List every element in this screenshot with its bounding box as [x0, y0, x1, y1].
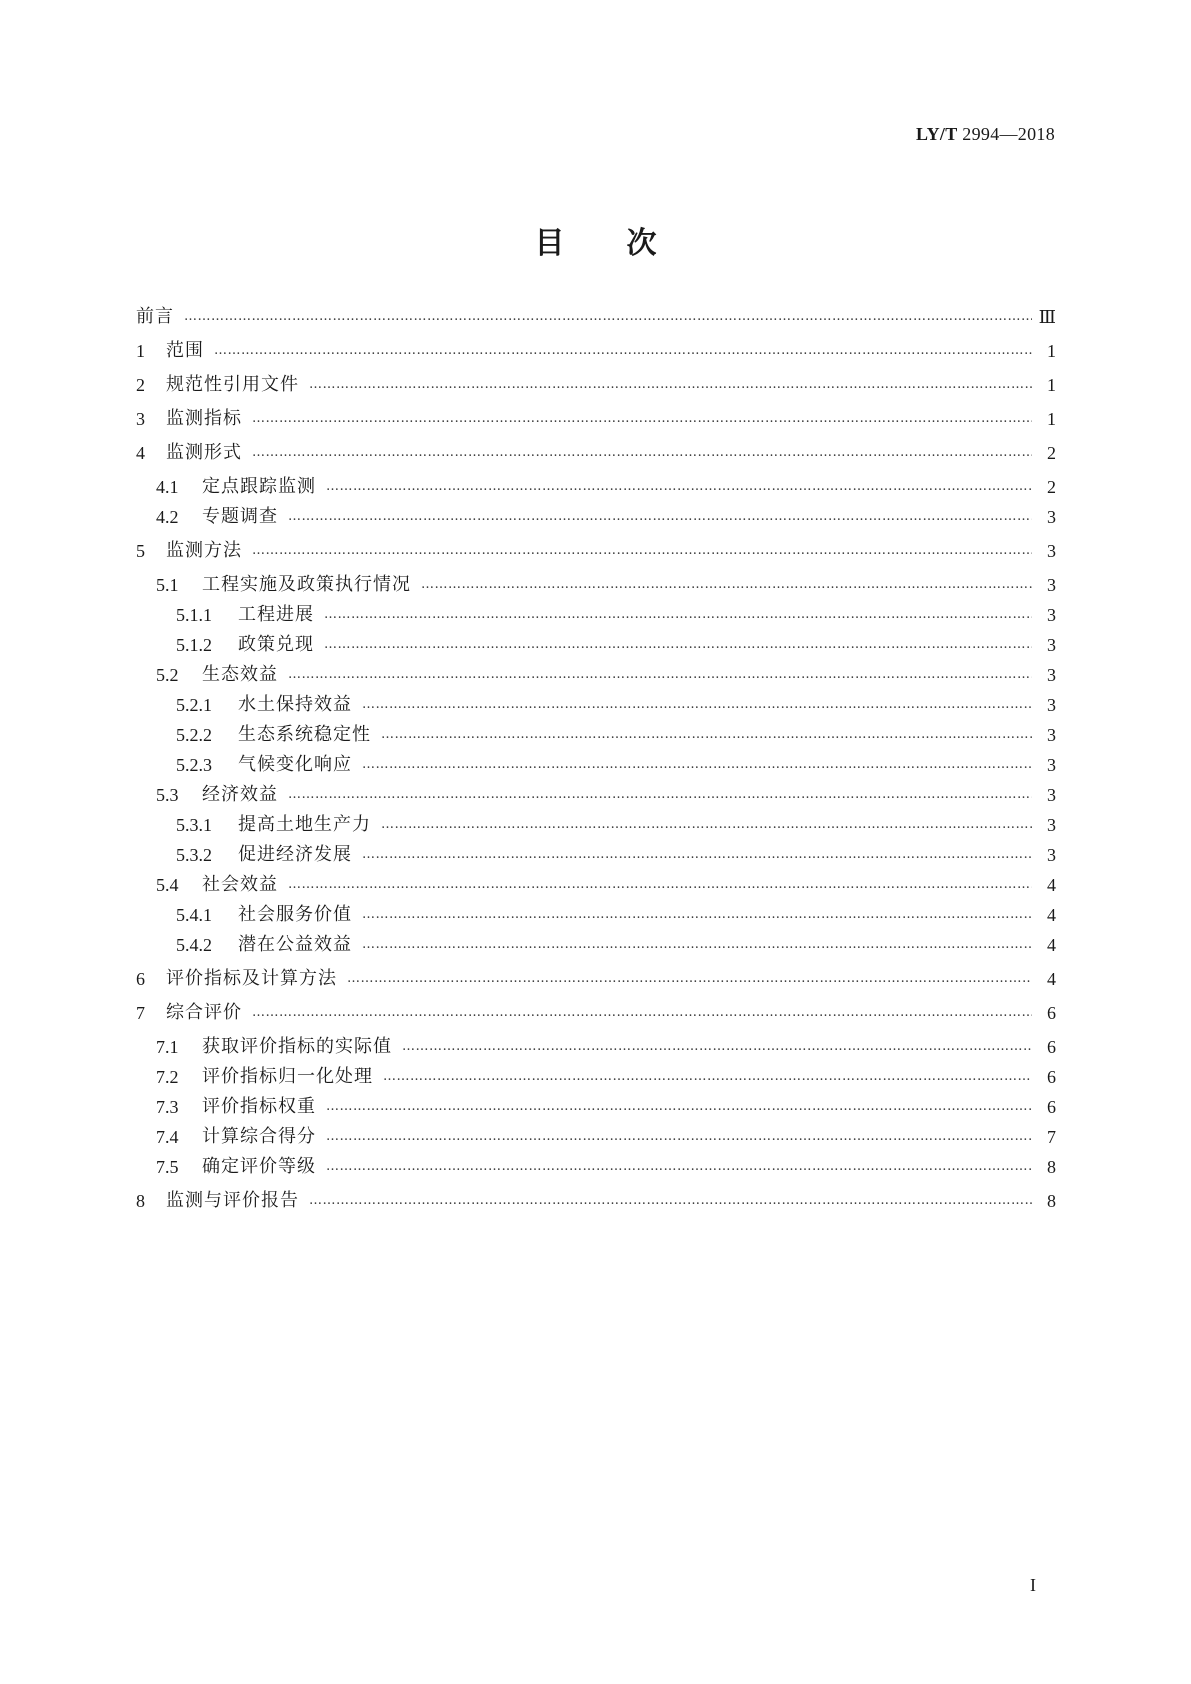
toc-entry[interactable]	[136, 504, 1056, 530]
toc-entry-label: 评价指标及计算方法	[166, 968, 337, 989]
toc-entry-number: 7.3	[156, 1097, 179, 1117]
toc-leader-dots	[402, 1034, 1032, 1060]
toc-leader-dots	[326, 1154, 1032, 1180]
toc-entry-number: 5.1	[156, 575, 179, 595]
toc-entry-number: 5.4	[156, 875, 179, 895]
toc-entry-page: 3	[1047, 785, 1056, 805]
toc-entry-number: 7.5	[156, 1157, 179, 1177]
toc-entry[interactable]	[136, 474, 1056, 500]
toc-entry-page: 1	[1047, 341, 1056, 361]
toc-entry-label: 监测方法	[166, 540, 242, 561]
toc-leader-dots	[324, 632, 1032, 658]
toc-entry-page: 1	[1047, 375, 1056, 395]
toc-entry-number: 4	[136, 443, 145, 463]
toc-entry-number: 5.4.1	[176, 905, 212, 925]
toc-entry-page: Ⅲ	[1038, 307, 1056, 327]
toc-entry-page: 3	[1047, 605, 1056, 625]
toc-entry-label: 范围	[166, 340, 204, 361]
toc-entry-number: 5.2	[156, 665, 179, 685]
toc-entry-label: 气候变化响应	[238, 754, 352, 775]
toc-entry[interactable]	[136, 692, 1056, 718]
toc-entry-label: 政策兑现	[238, 634, 314, 655]
toc-leader-dots	[381, 722, 1032, 748]
toc-entry-label: 监测与评价报告	[166, 1190, 299, 1211]
toc-entry-number: 3	[136, 409, 145, 429]
toc-leader-dots	[324, 602, 1032, 628]
toc-entry[interactable]	[136, 632, 1056, 658]
toc-entry[interactable]	[136, 572, 1056, 598]
toc-entry[interactable]	[136, 812, 1056, 838]
toc-leader-dots	[288, 662, 1032, 688]
toc-entry-page: 3	[1047, 507, 1056, 527]
toc-entry-label: 评价指标归一化处理	[202, 1066, 373, 1087]
toc-entry[interactable]	[136, 932, 1056, 958]
toc-entry-number: 8	[136, 1191, 145, 1211]
toc-entry-label: 监测形式	[166, 442, 242, 463]
toc-entry[interactable]	[136, 1064, 1056, 1090]
toc-entry-number: 5.4.2	[176, 935, 212, 955]
toc-leader-dots	[326, 474, 1032, 500]
toc-entry[interactable]	[136, 1094, 1056, 1120]
toc-leader-dots	[288, 782, 1032, 808]
toc-entry-page: 8	[1047, 1191, 1056, 1211]
toc-entry-number: 6	[136, 969, 145, 989]
toc-entry[interactable]	[136, 966, 1056, 992]
toc-entry-page: 4	[1047, 935, 1056, 955]
toc-entry-page: 6	[1047, 1097, 1056, 1117]
toc-entry-label: 社会效益	[202, 874, 278, 895]
toc-entry[interactable]	[136, 722, 1056, 748]
toc-entry-label: 水土保持效益	[238, 694, 352, 715]
toc-entry-page: 3	[1047, 725, 1056, 745]
toc-leader-dots	[362, 902, 1032, 928]
toc-entry-page: 6	[1047, 1067, 1056, 1087]
toc-entry-page: 8	[1047, 1157, 1056, 1177]
toc-entry[interactable]	[136, 1124, 1056, 1150]
toc-entry-label: 定点跟踪监测	[202, 476, 316, 497]
toc-entry[interactable]	[136, 406, 1056, 432]
toc-entry-page: 4	[1047, 875, 1056, 895]
toc-entry-page: 3	[1047, 755, 1056, 775]
toc-leader-dots	[326, 1094, 1032, 1120]
toc-leader-dots	[326, 1124, 1032, 1150]
toc-entry-number: 5.3.1	[176, 815, 212, 835]
toc-entry-label: 监测指标	[166, 408, 242, 429]
toc-entry-page: 4	[1047, 905, 1056, 925]
toc-leader-dots	[252, 1000, 1032, 1026]
page-number: I	[1030, 1575, 1036, 1595]
toc-entry-label: 确定评价等级	[202, 1156, 316, 1177]
toc-entry[interactable]	[136, 842, 1056, 868]
toc-entry[interactable]	[136, 1000, 1056, 1026]
toc-entry-page: 3	[1047, 575, 1056, 595]
toc-entry-page: 6	[1047, 1003, 1056, 1023]
toc-entry-number: 7	[136, 1003, 145, 1023]
toc-entry[interactable]	[136, 662, 1056, 688]
toc-entry-page: 3	[1047, 635, 1056, 655]
toc-leader-dots	[214, 338, 1032, 364]
toc-entry-page: 4	[1047, 969, 1056, 989]
toc-entry[interactable]	[136, 538, 1056, 564]
toc-entry-number: 5.1.1	[176, 605, 212, 625]
toc-entry-label: 获取评价指标的实际值	[202, 1036, 392, 1057]
toc-entry-number: 5.3.2	[176, 845, 212, 865]
standard-code-number: 2994—2018	[957, 124, 1055, 144]
toc-leader-dots	[252, 440, 1032, 466]
toc-leader-dots	[288, 504, 1032, 530]
toc-leader-dots	[347, 966, 1032, 992]
standard-code	[916, 124, 1055, 145]
toc-leader-dots	[288, 872, 1032, 898]
toc-entry-number: 5	[136, 541, 145, 561]
toc-entry-label: 经济效益	[202, 784, 278, 805]
toc-entry[interactable]	[136, 440, 1056, 466]
toc-entry-page: 3	[1047, 815, 1056, 835]
toc-leader-dots	[362, 842, 1032, 868]
toc-entry-page: 2	[1047, 443, 1056, 463]
toc-leader-dots	[252, 538, 1032, 564]
toc-leader-dots	[362, 752, 1032, 778]
toc-entry-number: 5.3	[156, 785, 179, 805]
toc-entry-number: 7.1	[156, 1037, 179, 1057]
toc-entry-page: 3	[1047, 845, 1056, 865]
toc-entry-label: 综合评价	[166, 1002, 242, 1023]
toc-entry[interactable]	[136, 902, 1056, 928]
toc-entry-label: 前言	[136, 306, 174, 327]
toc-entry-page: 7	[1047, 1127, 1056, 1147]
toc-entry-number: 5.2.1	[176, 695, 212, 715]
toc-entry[interactable]	[136, 1188, 1056, 1214]
toc-entry[interactable]	[136, 338, 1056, 364]
toc-leader-dots	[383, 1064, 1032, 1090]
toc-entry[interactable]	[136, 1154, 1056, 1180]
toc-entry-label: 规范性引用文件	[166, 374, 299, 395]
standard-code-prefix: LY/T	[915, 124, 958, 144]
toc-entry-label: 促进经济发展	[238, 844, 352, 865]
toc-entry-number: 7.2	[156, 1067, 179, 1087]
toc-entry[interactable]	[136, 872, 1056, 898]
toc-leader-dots	[309, 1188, 1032, 1214]
toc-entry-number: 4.2	[156, 507, 179, 527]
toc-entry-label: 生态效益	[202, 664, 278, 685]
toc-leader-dots	[252, 406, 1032, 432]
toc-entry-label: 工程实施及政策执行情况	[202, 574, 411, 595]
toc-leader-dots	[184, 304, 1032, 330]
toc-entry-label: 生态系统稳定性	[238, 724, 371, 745]
toc-leader-dots	[362, 932, 1032, 958]
toc-leader-dots	[381, 812, 1032, 838]
page-title: 目次	[534, 226, 719, 261]
toc-entry[interactable]	[136, 602, 1056, 628]
toc-entry-page: 3	[1047, 541, 1056, 561]
toc-entry-number: 4.1	[156, 477, 179, 497]
toc-entry[interactable]	[136, 752, 1056, 778]
toc-entry-number: 5.2.3	[176, 755, 212, 775]
toc-leader-dots	[309, 372, 1032, 398]
toc-entry-number: 5.1.2	[176, 635, 212, 655]
toc-entry-page: 3	[1047, 665, 1056, 685]
toc-entry-label: 计算综合得分	[202, 1126, 316, 1147]
toc-entry-number: 5.2.2	[176, 725, 212, 745]
toc-entry-label: 专题调查	[202, 506, 278, 527]
toc-entry-label: 潜在公益效益	[238, 934, 352, 955]
toc-entry-label: 社会服务价值	[238, 904, 352, 925]
toc-entry[interactable]	[136, 782, 1056, 808]
toc-entry[interactable]	[136, 1034, 1056, 1060]
toc-entry-number: 7.4	[156, 1127, 179, 1147]
toc-entry-label: 评价指标权重	[202, 1096, 316, 1117]
toc-entry-page: 3	[1047, 695, 1056, 715]
toc-entry[interactable]	[136, 304, 1056, 330]
toc-leader-dots	[421, 572, 1032, 598]
toc-entry-number: 1	[136, 341, 145, 361]
toc-entry-page: 6	[1047, 1037, 1056, 1057]
toc-entry-page: 1	[1047, 409, 1056, 429]
toc-entry-number: 2	[136, 375, 145, 395]
toc-entry-label: 提高土地生产力	[238, 814, 371, 835]
toc-entry[interactable]	[136, 372, 1056, 398]
toc-entry-label: 工程进展	[238, 604, 314, 625]
toc-entry-page: 2	[1047, 477, 1056, 497]
toc-leader-dots	[362, 692, 1032, 718]
